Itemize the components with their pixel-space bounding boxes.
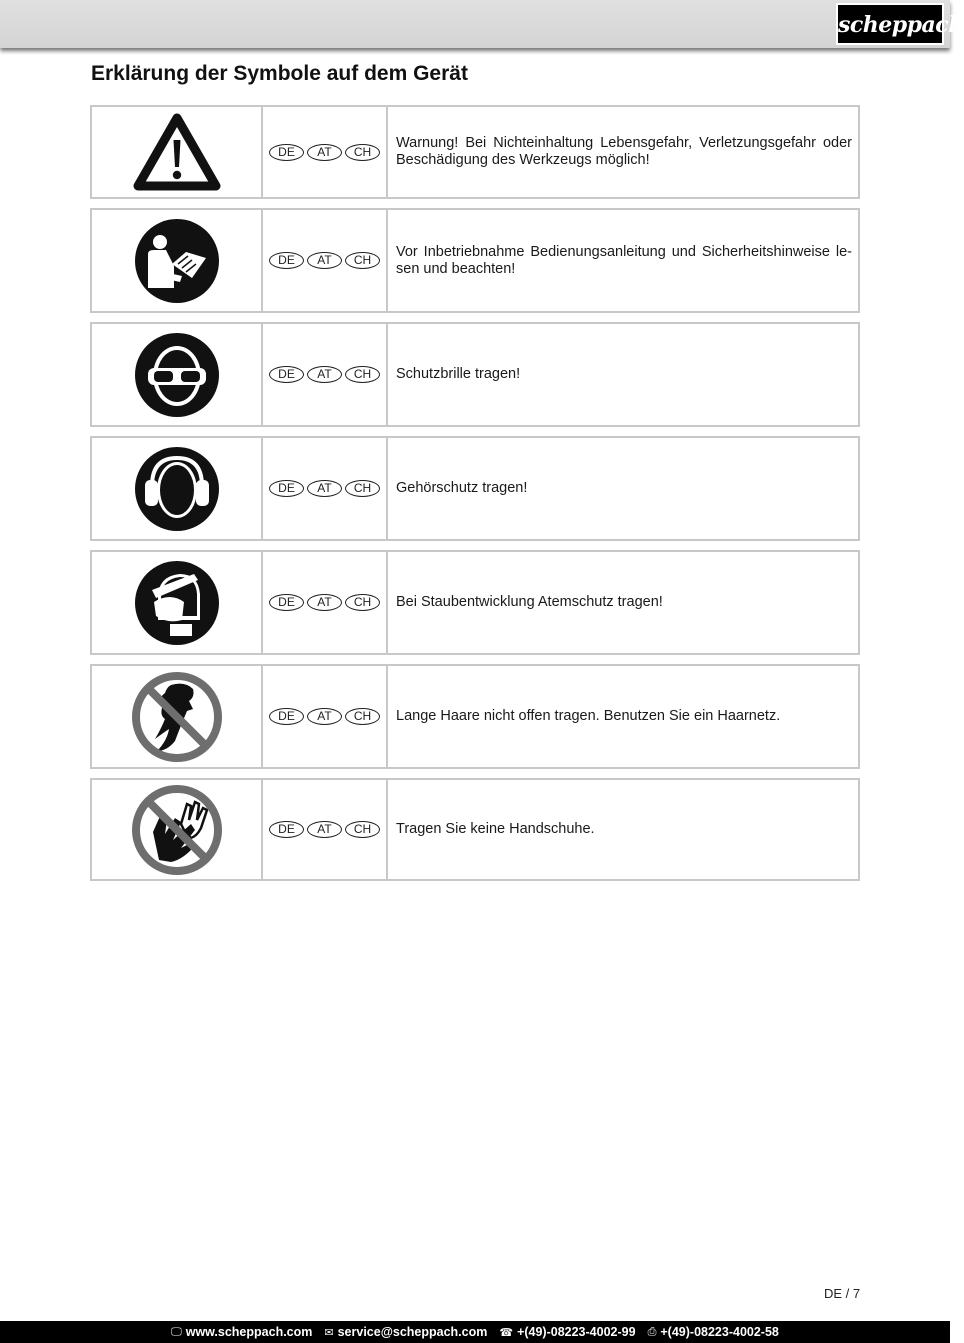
description-cell: [388, 666, 858, 767]
email-link[interactable]: service@scheppach.com: [337, 1325, 488, 1339]
envelope-icon: ✉: [324, 1326, 334, 1339]
description-cell: [388, 210, 858, 311]
footer-fax: [648, 1325, 779, 1339]
website-link[interactable]: www.scheppach.com: [185, 1325, 313, 1339]
footer-email[interactable]: [324, 1325, 487, 1339]
footer-bar: [0, 1321, 950, 1343]
footer-website[interactable]: [171, 1325, 312, 1339]
country-badge: DE: [269, 144, 304, 161]
description-cell: [388, 324, 858, 425]
table-row: [90, 550, 860, 655]
table-row: [90, 778, 860, 881]
country-badge: AT: [307, 821, 342, 838]
country-cell: [263, 324, 388, 425]
footer-phone: [499, 1325, 635, 1339]
symbol-cell: [92, 324, 263, 425]
read-manual-icon: [134, 218, 220, 304]
country-badge: CH: [345, 144, 380, 161]
header-bar: [0, 0, 964, 48]
table-row: [90, 436, 860, 541]
country-badge: AT: [307, 366, 342, 383]
description-text: Vor Inbetriebnahme Bedienungsanleitung und Sicherheitshinweise le-sen und beachten!: [396, 243, 852, 277]
safety-goggles-icon: [134, 332, 220, 418]
country-badge: AT: [307, 594, 342, 611]
symbol-cell: [92, 107, 263, 197]
fax-icon: ⎙: [647, 1325, 657, 1338]
country-badge: CH: [345, 252, 380, 269]
telephone-icon: ☎: [499, 1326, 514, 1339]
table-row: [90, 322, 860, 427]
symbol-cell: [92, 210, 263, 311]
country-badge: AT: [307, 144, 342, 161]
country-cell: [263, 210, 388, 311]
table-row: [90, 664, 860, 769]
table-row: [90, 208, 860, 313]
country-badge: DE: [269, 480, 304, 497]
country-badge: DE: [269, 708, 304, 725]
symbol-cell: [92, 438, 263, 539]
country-badge: AT: [307, 480, 342, 497]
symbol-cell: [92, 552, 263, 653]
symbol-cell: [92, 780, 263, 879]
phone-number: +(49)-08223-4002-99: [517, 1325, 636, 1339]
description-text: Warnung! Bei Nichteinhaltung Lebensgefahr, Verletzungsgefahr oder Beschädigung des Werkzeugs möglich!: [396, 135, 852, 168]
brand-logo: scheppach: [836, 3, 944, 45]
description-cell: [388, 107, 858, 197]
country-cell: [263, 107, 388, 197]
country-cell: [263, 780, 388, 879]
description-text: Schutzbrille tragen!: [396, 366, 521, 382]
country-cell: [263, 438, 388, 539]
page-title: Erklärung der Symbole auf dem Gerät: [91, 62, 468, 85]
fax-number: +(49)-08223-4002-58: [660, 1325, 779, 1339]
table-row: [90, 105, 860, 199]
symbol-cell: [92, 666, 263, 767]
country-badge: CH: [345, 821, 380, 838]
country-badge: AT: [307, 252, 342, 269]
ear-protection-icon: [134, 446, 220, 532]
country-cell: [263, 552, 388, 653]
description-cell: [388, 552, 858, 653]
no-loose-hair-icon: [131, 671, 223, 763]
no-gloves-icon: [131, 784, 223, 876]
country-badge: CH: [345, 708, 380, 725]
warning-triangle-icon: [132, 112, 222, 192]
country-badge: DE: [269, 594, 304, 611]
country-cell: [263, 666, 388, 767]
country-badge: CH: [345, 366, 380, 383]
page-number: DE / 7: [824, 1286, 861, 1301]
description-text: Tragen Sie keine Handschuhe.: [396, 821, 595, 837]
respirator-icon: [134, 560, 220, 646]
description-text: Bei Staubentwicklung Atemschutz tragen!: [396, 594, 663, 610]
country-badge: DE: [269, 821, 304, 838]
description-cell: [388, 780, 858, 879]
description-cell: [388, 438, 858, 539]
country-badge: DE: [269, 252, 304, 269]
computer-icon: 🖵: [171, 1325, 182, 1338]
description-text: Lange Haare nicht offen tragen. Benutzen Sie ein Haarnetz.: [396, 708, 781, 724]
country-badge: DE: [269, 366, 304, 383]
description-text: Gehörschutz tragen!: [396, 480, 528, 496]
country-badge: AT: [307, 708, 342, 725]
country-badge: CH: [345, 594, 380, 611]
country-badge: CH: [345, 480, 380, 497]
